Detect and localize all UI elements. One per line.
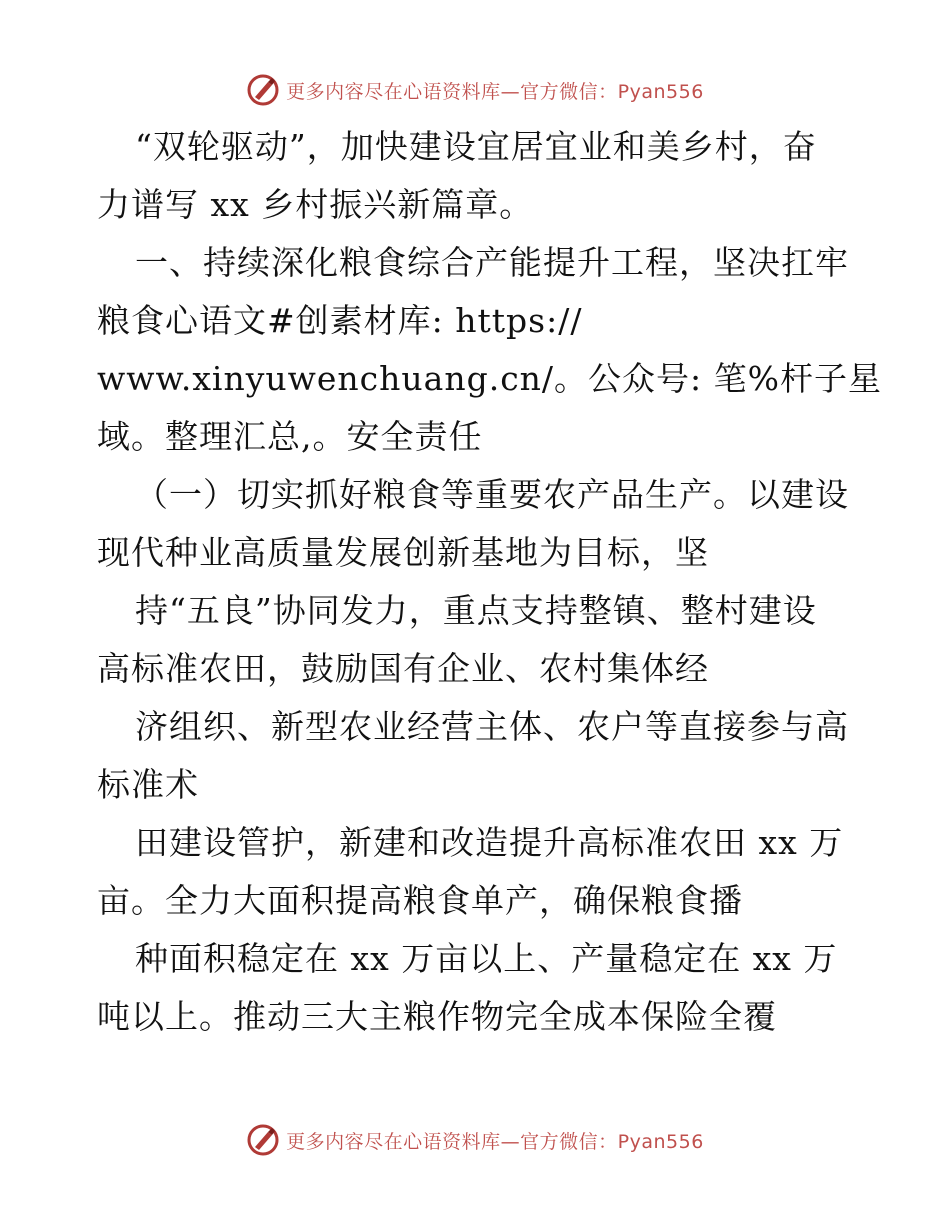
text-line: 亩。全力大面积提高粮食单产，确保粮食播 [97,881,743,920]
text-line: 域。整理汇总,。安全责任 [97,417,483,456]
text-line: 吨以上。推动三大主粮作物完全成本保险全覆 [97,997,777,1036]
watermark-text: 更多内容尽在心语资料库—官方微信：Pyan556 [286,1130,704,1153]
pen-logo-icon [246,1123,280,1157]
header-watermark [0,70,950,110]
text-line: 现代种业高质量发展创新基地为目标，坚 [97,533,709,572]
document-body [97,118,883,1046]
text-line: 标准术 [97,765,199,804]
text-line: 粮食心语文#创素材库: https:// [97,301,583,340]
footer-watermark [0,1120,950,1160]
text-line: 田建设管护，新建和改造提升高标准农田 xx 万 [135,823,844,862]
text-line: 力谱写 xx 乡村振兴新篇章。 [97,185,534,224]
pen-logo-icon [246,73,280,107]
text-line: 持“五良”协同发力，重点支持整镇、整村建设 [135,591,817,630]
text-line: （一）切实抓好粮食等重要农产品生产。以建设 [135,475,849,514]
text-line: www.xinyuwenchuang.cn/。公众号: 笔%杆子星 [97,359,883,398]
text-line: 济组织、新型农业经营主体、农户等直接参与高 [135,707,849,746]
text-line: 一、持续深化粮食综合产能提升工程，坚决扛牢 [135,243,849,282]
text-line: “双轮驱动”，加快建设宜居宜业和美乡村，奋 [135,127,817,166]
watermark-text: 更多内容尽在心语资料库—官方微信：Pyan556 [286,80,704,103]
text-line: 高标准农田，鼓励国有企业、农村集体经 [97,649,709,688]
text-line: 种面积稳定在 xx 万亩以上、产量稳定在 xx 万 [135,939,838,978]
